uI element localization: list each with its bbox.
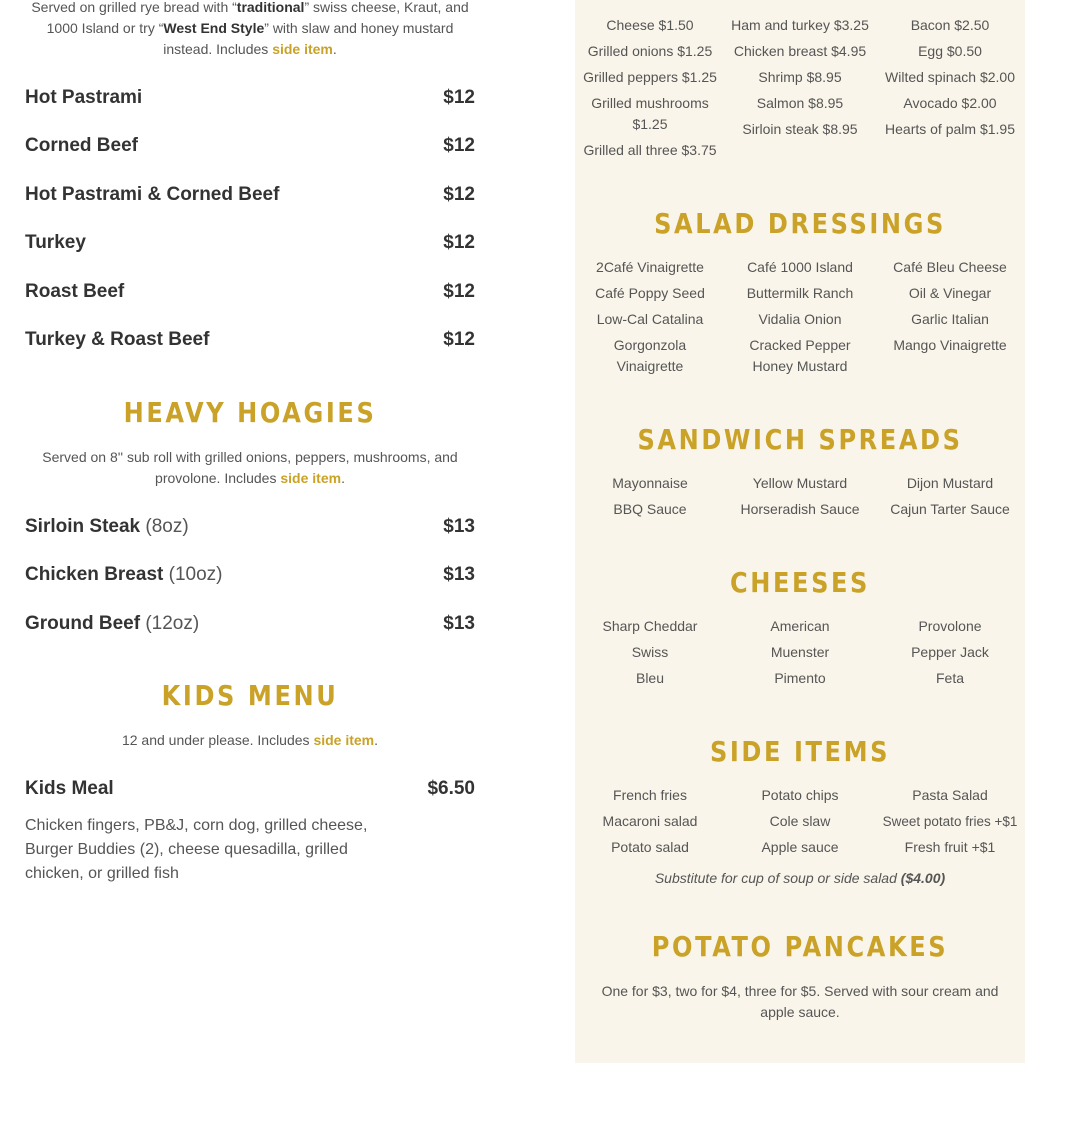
list-item: Potato salad <box>611 839 689 855</box>
item-price: $13 <box>443 613 475 634</box>
list-item: Potato chips <box>761 787 839 803</box>
list-item: Bacon $2.50 <box>910 17 990 33</box>
item-price: $13 <box>443 564 475 585</box>
menu-item-pastrami-corned-beef <box>25 184 475 206</box>
list-item: 2Café Vinaigrette <box>596 259 704 275</box>
sides-col-3 <box>875 785 1025 863</box>
spreads-col-3 <box>875 473 1025 525</box>
list-item: Horseradish Sauce <box>740 501 860 517</box>
list-item: Bleu <box>635 670 665 686</box>
item-name: Kids Meal <box>25 778 114 799</box>
menu-item-hot-pastrami <box>25 87 475 109</box>
list-item: Hearts of palm $1.95 <box>885 121 1015 137</box>
list-item: BBQ Sauce <box>613 501 687 517</box>
list-item: Pimento <box>774 670 826 686</box>
list-item: Garlic Italian <box>911 311 989 327</box>
menu-item-chicken-breast <box>25 564 475 586</box>
item-name: Chicken Breast (10oz) <box>25 564 223 585</box>
list-item: Grilled all three $3.75 <box>583 142 717 158</box>
list-item: Cajun Tarter Sauce <box>890 501 1010 517</box>
kids-menu-heading: KIDS MENU <box>161 679 339 712</box>
menu-item-turkey-roast-beef <box>25 329 475 351</box>
item-price: $12 <box>443 329 475 350</box>
item-name: Turkey <box>25 232 86 253</box>
list-item: Mayonnaise <box>612 475 688 491</box>
kids-menu-note: 12 and under please. Includes side item. <box>121 732 379 748</box>
list-item: Café 1000 Island <box>747 259 853 275</box>
list-item: Swiss <box>631 644 669 660</box>
cheeses-heading: CHEESES <box>730 566 870 599</box>
list-item: Chicken breast $4.95 <box>733 43 867 59</box>
item-name: Hot Pastrami & Corned Beef <box>25 184 280 205</box>
item-price: $13 <box>443 516 475 537</box>
traditional-label: traditional <box>236 0 305 15</box>
sides-col-2 <box>725 785 875 863</box>
menu-item-ground-beef <box>25 613 475 635</box>
salad-dressings-heading: SALAD DRESSINGS <box>654 207 946 240</box>
addons-col-3 <box>875 15 1025 166</box>
list-item: Buttermilk Ranch <box>746 285 854 301</box>
item-price: $6.50 <box>427 778 475 799</box>
sandwich-spreads-grid <box>575 473 1025 525</box>
list-item: Provolone <box>918 618 982 634</box>
list-item: Fresh fruit +$1 <box>904 839 996 855</box>
list-item: Oil & Vinegar <box>908 285 992 301</box>
list-item: Grilled onions $1.25 <box>587 43 713 59</box>
list-item: Café Poppy Seed <box>595 285 705 301</box>
sides-col-1 <box>575 785 725 863</box>
item-name: Turkey & Roast Beef <box>25 329 210 350</box>
addons-col-2 <box>725 15 875 166</box>
potato-pancakes-heading: POTATO PANCAKES <box>651 930 949 963</box>
list-item: Sweet potato fries +$1 <box>882 814 1018 829</box>
deli-intro-text: Served on grilled rye bread with “traditional” swiss cheese, Kraut, and 1000 Island or try “West End Style” with slaw and honey mustard instead. Includes side item. <box>31 0 469 57</box>
dressings-col-2 <box>725 257 875 382</box>
side-item-link[interactable]: side item <box>313 732 375 748</box>
item-price: $12 <box>443 135 475 156</box>
list-item: Macaroni salad <box>602 813 698 829</box>
item-price: $12 <box>443 87 475 108</box>
menu-item-corned-beef <box>25 135 475 157</box>
potato-pancakes-note: One for $3, two for $4, three for $5. Served with sour cream and apple sauce. <box>601 983 999 1020</box>
sandwich-spreads-heading: SANDWICH SPREADS <box>637 423 963 456</box>
list-item: Cole slaw <box>769 813 831 829</box>
side-items-grid <box>575 785 1025 863</box>
list-item: Yellow Mustard <box>752 475 848 491</box>
substitute-price: ($4.00) <box>900 870 946 886</box>
item-name: Corned Beef <box>25 135 138 156</box>
item-price: $12 <box>443 281 475 302</box>
list-item: French fries <box>613 787 687 803</box>
cheeses-col-2 <box>725 616 875 694</box>
list-item: Pasta Salad <box>912 787 988 803</box>
item-size: (12oz) <box>145 613 200 634</box>
spreads-col-1 <box>575 473 725 525</box>
menu-item-kids-meal <box>25 778 475 800</box>
list-item: Cracked Pepper Honey Mustard <box>749 337 851 374</box>
list-item: American <box>770 618 830 634</box>
side-items-heading: SIDE ITEMS <box>709 735 891 768</box>
list-item: Low-Cal Catalina <box>596 311 704 327</box>
item-name: Sirloin Steak (8oz) <box>25 516 189 537</box>
list-item: Shrimp $8.95 <box>758 69 842 85</box>
item-name: Roast Beef <box>25 281 125 302</box>
list-item: Cheese $1.50 <box>606 17 694 33</box>
cheeses-col-1 <box>575 616 725 694</box>
list-item: Apple sauce <box>761 839 839 855</box>
heavy-hoagies-note: Served on 8'' sub roll with grilled onions, peppers, mushrooms, and provolone. Includes side item. <box>42 449 458 486</box>
list-item: Ham and turkey $3.25 <box>731 17 869 33</box>
list-item: Gorgonzola Vinaigrette <box>613 337 687 374</box>
cheeses-grid <box>575 616 1025 694</box>
menu-item-sirloin-steak <box>25 516 475 538</box>
side-item-link[interactable]: side item <box>280 470 342 486</box>
list-item: Feta <box>935 670 964 686</box>
addons-grid <box>575 15 1025 166</box>
heavy-hoagies-heading: HEAVY HOAGIES <box>123 396 377 429</box>
list-item: Egg $0.50 <box>918 43 982 59</box>
list-item: Dijon Mustard <box>906 475 994 491</box>
list-item: Salmon $8.95 <box>756 95 844 111</box>
list-item: Grilled mushrooms $1.25 <box>591 95 709 132</box>
item-name: Ground Beef (12oz) <box>25 613 200 634</box>
list-item: Vidalia Onion <box>758 311 842 327</box>
list-item: Wilted spinach $2.00 <box>885 69 1015 85</box>
item-price: $12 <box>443 184 475 205</box>
right-menu-panel <box>575 0 1025 1063</box>
list-item: Sirloin steak $8.95 <box>742 121 858 137</box>
item-size: (10oz) <box>168 564 223 585</box>
list-item: Grilled peppers $1.25 <box>583 69 717 85</box>
list-item: Mango Vinaigrette <box>893 337 1007 353</box>
list-item: Avocado $2.00 <box>903 95 997 111</box>
addons-col-1 <box>575 15 725 166</box>
west-end-style-label: West End Style <box>163 20 265 36</box>
side-item-link[interactable]: side item <box>272 41 333 57</box>
dressings-col-1 <box>575 257 725 382</box>
salad-dressings-grid <box>575 257 1025 382</box>
list-item: Muenster <box>770 644 830 660</box>
list-item: Café Bleu Cheese <box>893 259 1007 275</box>
kids-meal-description: Chicken fingers, PB&J, corn dog, grilled cheese, Burger Buddies (2), cheese quesadilla, grilled chicken, or grilled fish <box>25 817 368 882</box>
dressings-col-3 <box>875 257 1025 382</box>
list-item: Pepper Jack <box>911 644 989 660</box>
item-name: Hot Pastrami <box>25 87 143 108</box>
cheeses-col-3 <box>875 616 1025 694</box>
menu-item-roast-beef <box>25 281 475 303</box>
side-items-substitute-note: Substitute for cup of soup or side salad ($4.00) <box>654 870 946 886</box>
menu-item-turkey <box>25 232 475 254</box>
spreads-col-2 <box>725 473 875 525</box>
list-item: Sharp Cheddar <box>602 618 698 634</box>
item-price: $12 <box>443 232 475 253</box>
item-size: (8oz) <box>145 516 189 537</box>
